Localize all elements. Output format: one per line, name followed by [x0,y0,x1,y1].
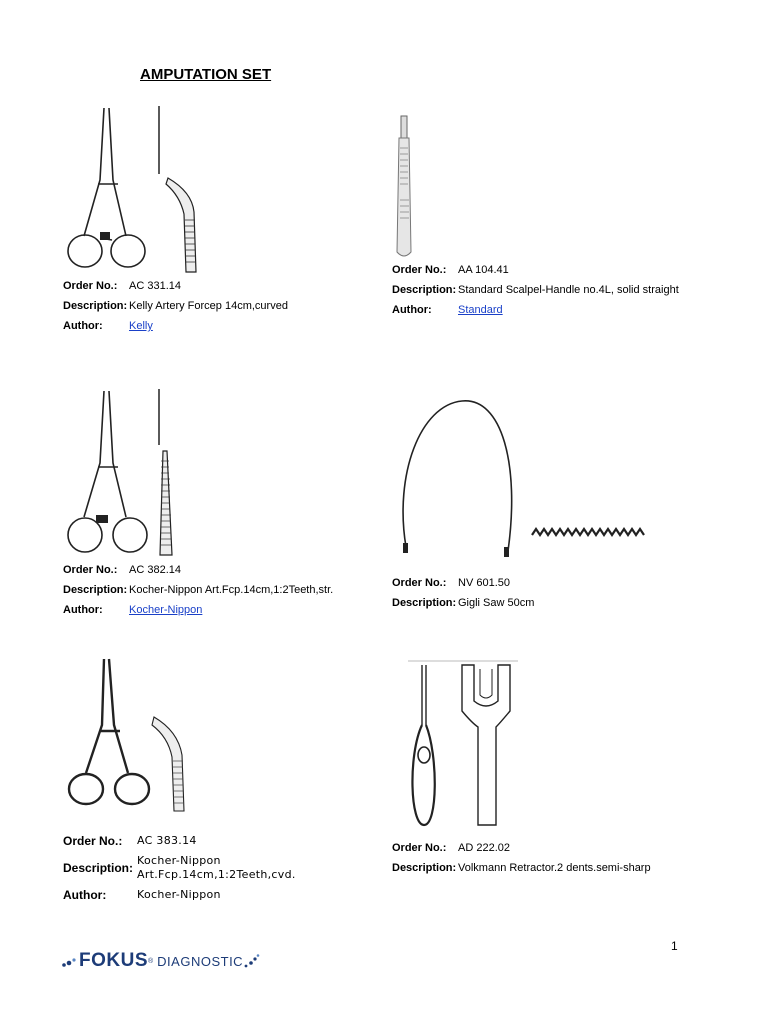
description-value: Gigli Saw 50cm [458,597,535,609]
item-kelly-forcep [63,279,363,339]
logo-trail-dots-icon [243,953,261,969]
kelly-artery-forcep-image [60,100,210,280]
description-label: Description: [63,584,128,596]
description-value: Standard Scalpel-Handle no.4L, solid straight [458,284,679,296]
order-no-value: AD 222.02 [458,842,510,854]
author-label: Author: [392,304,432,316]
order-no-value: AC 382.14 [129,564,181,576]
logo-brand: FOKUS [79,950,148,971]
item-kocher-nippon-curved [63,834,363,908]
logo-registered: ® [148,957,154,965]
order-no-label: Order No.: [63,280,118,292]
order-no-value: NV 601.50 [458,577,510,589]
logo-tagline: DIAGNOSTIC [157,953,244,969]
order-no-value: AC 383.14 [137,834,197,847]
description-label: Description: [392,284,457,296]
author-value: Kocher-Nippon [137,888,221,901]
page-number: 1 [671,939,678,953]
volkmann-retractor-image [400,655,530,830]
order-no-value: AC 331.14 [129,280,181,292]
description-label: Description: [392,597,457,609]
fokus-diagnostic-logo [62,950,261,972]
description-label: Description: [63,861,134,875]
order-no-label: Order No.: [392,264,447,276]
order-no-value: AA 104.41 [458,264,509,276]
item-kocher-nippon-straight [63,563,363,623]
item-gigli-saw [392,576,692,616]
author-link[interactable]: Kelly [129,320,153,332]
kocher-nippon-curved-image [60,655,210,815]
author-link[interactable]: Kocher-Nippon [129,604,203,616]
logo-dots-icon [62,954,76,968]
order-no-label: Order No.: [392,842,447,854]
order-no-label: Order No.: [392,577,447,589]
description-value: Kocher-Nippon Art.Fcp.14cm,1:2Teeth,str. [129,584,334,596]
author-label: Author: [63,888,107,902]
item-volkmann-retractor [392,841,712,881]
order-no-label: Order No.: [63,834,123,848]
gigli-saw-image [390,395,650,560]
description-label: Description: [392,862,457,874]
scalpel-handle-image [385,112,425,262]
description-value: Volkmann Retractor.2 dents.semi-sharp [458,862,651,874]
item-scalpel-handle [392,263,692,323]
author-link[interactable]: Standard [458,304,503,316]
page-title: AMPUTATION SET [140,66,272,83]
order-no-label: Order No.: [63,564,118,576]
description-value: Kelly Artery Forcep 14cm,curved [129,300,288,312]
author-label: Author: [63,604,103,616]
description-value: Kocher-Nippon Art.Fcp.14cm,1:2Teeth,cvd. [137,854,296,881]
description-label: Description: [63,300,128,312]
kocher-nippon-straight-image [60,385,210,560]
author-label: Author: [63,320,103,332]
